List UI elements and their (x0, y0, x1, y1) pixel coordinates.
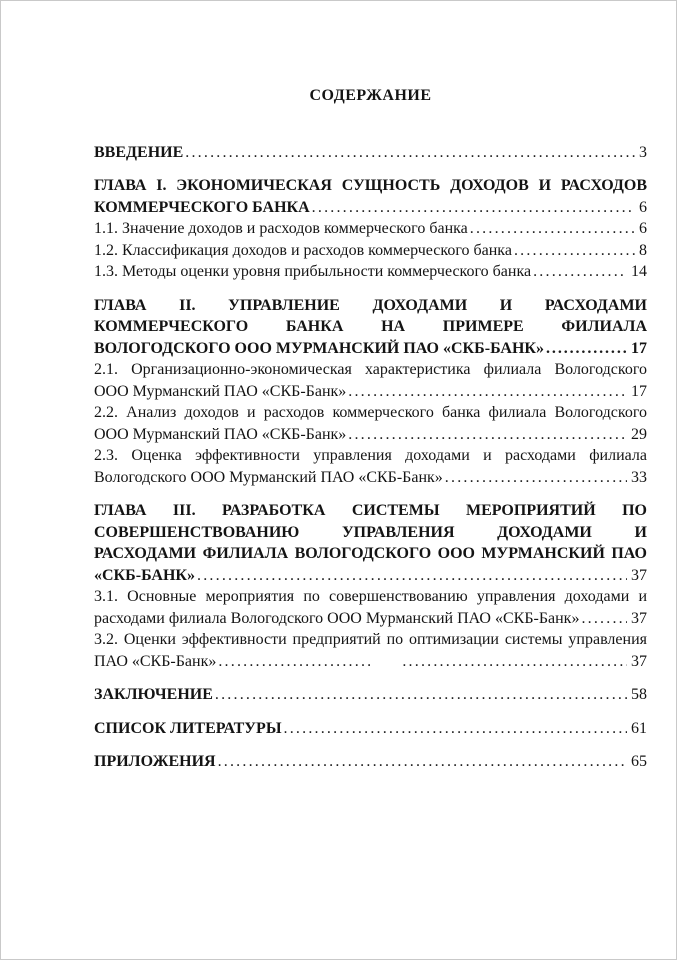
page-number: 17 (631, 339, 647, 357)
toc-entry-line: ГЛАВА II. УПРАВЛЕНИЕ ДОХОДАМИ И РАСХОДАМИ (94, 296, 647, 314)
toc-entry-item-2-2 (94, 402, 647, 445)
toc-entry-item-1-2 (94, 240, 647, 262)
page-number: 17 (631, 382, 647, 400)
page-number: 33 (631, 468, 647, 486)
toc-entry-text: ПАО «СКБ-Банк» (94, 652, 217, 670)
toc-entry-item-1-1 (94, 218, 647, 240)
dot-leader (400, 651, 627, 673)
toc-entry-lastline (94, 381, 647, 403)
toc-entry-text: 1.3. Методы оценки уровня прибыльности коммерческого банка (94, 263, 532, 280)
page-number: 37 (631, 652, 647, 670)
page-number: 58 (631, 686, 647, 703)
toc-entry-text: СПИСОК ЛИТЕРАТУРЫ (94, 719, 282, 737)
toc-entry-item-3-2 (94, 629, 647, 672)
toc-entry-lastline (94, 684, 647, 706)
toc-entry-vvedenie (94, 142, 647, 164)
toc-entry-line: 2.3. Оценка эффективности управления доходами и расходами филиала (94, 447, 647, 464)
toc-entry-line: ГЛАВА III. РАЗРАБОТКА СИСТЕМЫ МЕРОПРИЯТИЙ ПО (94, 502, 647, 519)
toc-entry-text: ВВЕДЕНИЕ (94, 143, 184, 161)
toc-entry-lastline (94, 424, 647, 446)
dot-leader (544, 338, 627, 360)
page-number: 37 (631, 566, 647, 584)
dot-leader (468, 218, 635, 240)
toc-entry-glava-3 (94, 500, 647, 586)
toc-entry-item-2-1 (94, 359, 647, 402)
toc-entry-lastline (94, 261, 647, 283)
toc-entry-text: «СКБ-БАНК» (94, 566, 196, 584)
page-number: 3 (639, 143, 647, 161)
toc-entry-text: расходами филиала Вологодского ООО Мурманский ПАО «СКБ-Банк» (94, 609, 580, 627)
toc-entry-text: ВОЛОГОДСКОГО ООО МУРМАНСКИЙ ПАО «СКБ-БАНК» (94, 339, 545, 357)
toc-entry-item-3-1 (94, 586, 647, 629)
toc-entry-spisok-literatury (94, 718, 647, 740)
toc-entry-text: ООО Мурманский ПАО «СКБ-Банк» (94, 382, 347, 400)
dot-leader (579, 608, 627, 630)
page-number: 6 (639, 220, 647, 237)
table-of-contents (94, 142, 647, 773)
toc-entry-prilozheniya (94, 751, 647, 773)
toc-entry-lastline (94, 608, 647, 630)
toc-entry-text: ПРИЛОЖЕНИЯ (94, 753, 216, 770)
toc-entry-line: ГЛАВА I. ЭКОНОМИЧЕСКАЯ СУЩНОСТЬ ДОХОДОВ И РАСХОДОВ (94, 177, 647, 194)
toc-entry-item-1-3 (94, 261, 647, 283)
toc-entry-line: 3.1. Основные мероприятия по совершенствованию управления доходами и (94, 588, 647, 605)
toc-entry-lastline (94, 142, 647, 164)
toc-entry-lastline (94, 338, 647, 360)
toc-entry-lastline (94, 651, 647, 673)
toc-entry-lastline (94, 218, 647, 240)
page-number: 29 (631, 425, 647, 443)
toc-entry-glava-2 (94, 295, 647, 360)
toc-entry-line: СОВЕРШЕНСТВОВАНИЮ УПРАВЛЕНИЯ ДОХОДАМИ И (94, 523, 647, 541)
page-number: 6 (639, 198, 647, 216)
page-number: 61 (631, 719, 647, 737)
dot-leader (195, 565, 627, 587)
toc-entry-line: РАСХОДАМИ ФИЛИАЛА ВОЛОГОДСКОГО ООО МУРМАНСКИЙ ПАО (94, 545, 647, 562)
dot-leader (216, 751, 627, 773)
toc-entry-lastline (94, 197, 647, 219)
toc-entry-text: 1.1. Значение доходов и расходов коммерческого банка (94, 220, 468, 237)
toc-entry-text: КОММЕРЧЕСКОГО БАНКА (94, 198, 310, 216)
dot-leader (443, 467, 627, 489)
toc-entry-line: 2.1. Организационно-экономическая характеристика филиала Вологодского (94, 361, 647, 378)
toc-entry-text: Вологодского ООО Мурманский ПАО «СКБ-Банк» (94, 468, 443, 486)
toc-entry-text: ЗАКЛЮЧЕНИЕ (94, 686, 213, 703)
dot-leader (282, 718, 627, 740)
dot-leader (346, 424, 627, 446)
dot-leader (346, 381, 627, 403)
toc-entry-lastline (94, 718, 647, 740)
page-number: 8 (639, 241, 647, 259)
dot-leader (531, 261, 627, 283)
toc-entry-lastline (94, 751, 647, 773)
page-title: СОДЕРЖАНИЕ (309, 87, 432, 104)
page-number: 37 (631, 609, 647, 627)
toc-entry-text: ООО Мурманский ПАО «СКБ-Банк» (94, 425, 347, 443)
toc-entry-line: 2.2. Анализ доходов и расходов коммерческого банка филиала Вологодского (94, 404, 647, 421)
toc-entry-zaklyuchenie (94, 684, 647, 706)
dot-leader (213, 684, 627, 706)
toc-entry-glava-1 (94, 175, 647, 218)
dot-leader (512, 240, 635, 262)
toc-entry-lastline (94, 565, 647, 587)
toc-entry-lastline (94, 240, 647, 262)
page-number: 14 (631, 263, 647, 280)
toc-entry-line: 3.2. Оценки эффективности предприятий по оптимизации системы управления (94, 631, 647, 648)
toc-entry-line: КОММЕРЧЕСКОГО БАНКА НА ПРИМЕРЕ ФИЛИАЛА (94, 318, 647, 335)
toc-entry-item-2-3 (94, 445, 647, 488)
toc-entry-lastline (94, 467, 647, 489)
toc-entry-text: 1.2. Классификация доходов и расходов коммерческого банка (94, 241, 512, 259)
dot-leader (216, 651, 370, 673)
dot-leader (310, 197, 635, 219)
page-number: 65 (631, 753, 647, 770)
dot-leader (183, 142, 635, 164)
